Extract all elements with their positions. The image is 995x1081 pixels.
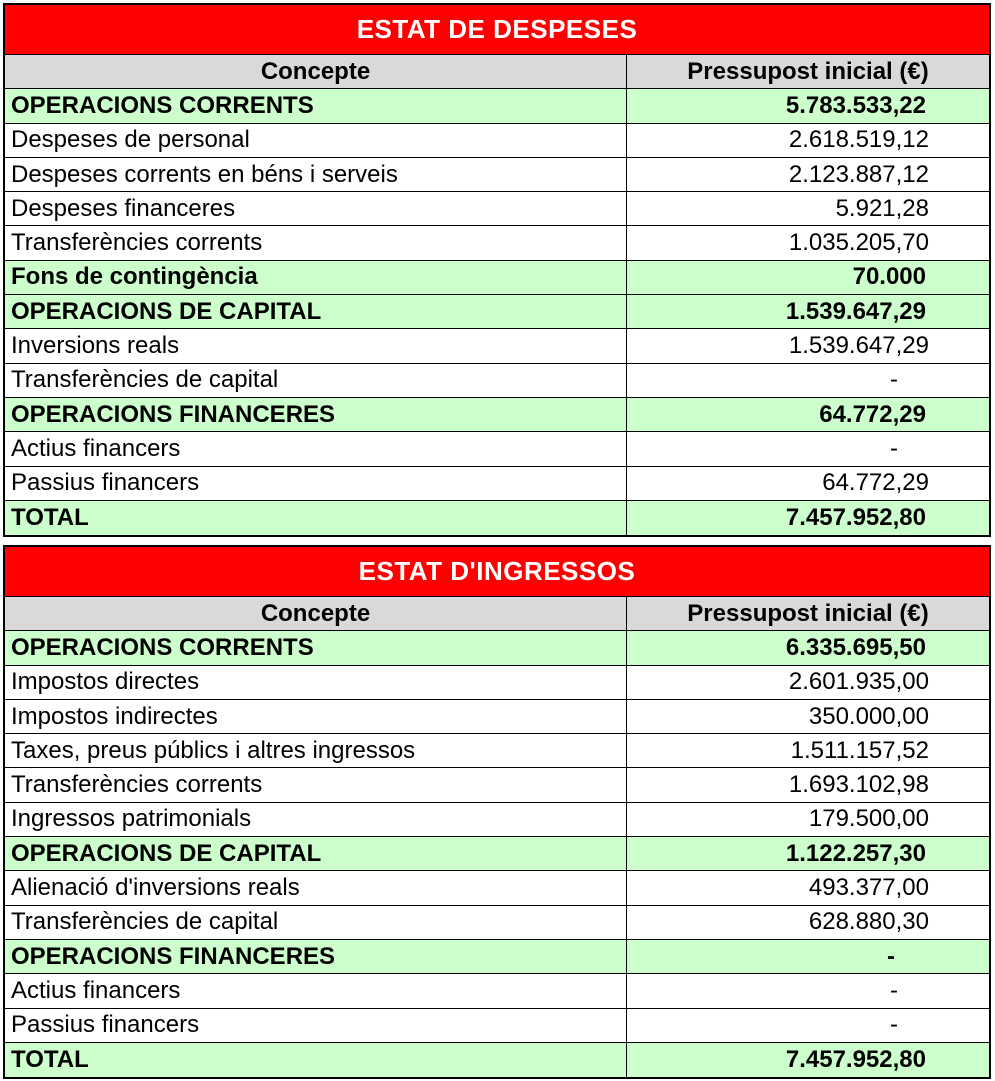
group-row: [5, 398, 989, 432]
budget-cell: 1.511.157,52: [790, 736, 929, 764]
budget-cell: 7.457.952,80: [785, 1046, 926, 1073]
budget-cell: 6.335.695,50: [785, 633, 926, 661]
budget-cell: 628.880,30: [808, 908, 929, 936]
concept-cell: Transferències corrents: [5, 768, 627, 801]
budget-cell: -: [890, 976, 898, 1004]
group-row: [5, 295, 989, 329]
budget-cell: 5.921,28: [835, 194, 929, 222]
concept-cell: Fons de contingència: [5, 261, 627, 294]
budget-cell: 2.601.935,00: [788, 668, 929, 696]
budget-cell: 2.123.887,12: [788, 160, 929, 188]
concept-cell: Transferències corrents: [5, 226, 627, 259]
concept-cell: Transferències de capital: [5, 906, 627, 939]
budget-cell: 5.783.533,22: [785, 91, 926, 119]
concept-cell: Despeses financeres: [5, 192, 627, 225]
group-row: [5, 837, 989, 871]
table-row: [5, 124, 989, 158]
concept-cell: TOTAL: [5, 1043, 627, 1077]
concept-cell: OPERACIONS FINANCERES: [5, 940, 627, 973]
table-row: [5, 192, 989, 226]
concept-cell: Actius financers: [5, 974, 627, 1007]
concept-cell: Transferències de capital: [5, 364, 627, 397]
concept-cell: Despeses corrents en béns i serveis: [5, 158, 627, 191]
budget-cell: 1.035.205,70: [788, 229, 929, 257]
income-header-row: [5, 597, 989, 631]
income-table: [3, 545, 991, 1079]
budget-cell: -: [887, 942, 895, 970]
concept-cell: OPERACIONS DE CAPITAL: [5, 837, 627, 870]
budget-column-header: Pressupost inicial (€): [687, 599, 929, 627]
table-row: [5, 226, 989, 260]
table-row: [5, 467, 989, 501]
budget-cell: 1.122.257,30: [785, 839, 926, 867]
table-row: [5, 803, 989, 837]
concept-cell: Passius financers: [5, 1009, 627, 1042]
table-row: [5, 158, 989, 192]
concept-column-header: Concepte: [5, 55, 627, 88]
expenses-title: ESTAT DE DESPESES: [5, 5, 989, 55]
concept-cell: OPERACIONS CORRENTS: [5, 89, 627, 122]
table-row: [5, 871, 989, 905]
table-row: [5, 666, 989, 700]
concept-cell: Despeses de personal: [5, 124, 627, 157]
budget-cell: 2.618.519,12: [788, 126, 929, 154]
budget-cell: 179.500,00: [808, 805, 929, 833]
concept-cell: Passius financers: [5, 467, 627, 500]
total-row: [5, 1043, 989, 1077]
concept-cell: OPERACIONS DE CAPITAL: [5, 295, 627, 328]
table-row: [5, 906, 989, 940]
table-row: [5, 432, 989, 466]
budget-cell: -: [890, 366, 898, 394]
concept-cell: TOTAL: [5, 501, 627, 535]
budget-cell: 64.772,29: [819, 400, 926, 428]
budget-cell: 1.693.102,98: [788, 771, 929, 799]
concept-cell: Inversions reals: [5, 329, 627, 362]
concept-cell: Impostos indirectes: [5, 700, 627, 733]
budget-cell: 1.539.647,29: [785, 297, 926, 325]
concept-cell: Ingressos patrimonials: [5, 803, 627, 836]
table-row: [5, 1009, 989, 1043]
budget-cell: 7.457.952,80: [785, 504, 926, 531]
concept-cell: OPERACIONS FINANCERES: [5, 398, 627, 431]
budget-cell: 350.000,00: [808, 702, 929, 730]
concept-cell: Actius financers: [5, 432, 627, 465]
table-row: [5, 974, 989, 1008]
table-row: [5, 329, 989, 363]
budget-cell: 64.772,29: [822, 469, 929, 497]
expenses-table: [3, 3, 991, 537]
group-row: [5, 631, 989, 665]
income-title: ESTAT D'INGRESSOS: [5, 547, 989, 597]
concept-cell: Impostos directes: [5, 666, 627, 699]
concept-cell: Alienació d'inversions reals: [5, 871, 627, 904]
budget-cell: -: [890, 434, 898, 462]
group-row: [5, 940, 989, 974]
total-row: [5, 501, 989, 535]
budget-cell: -: [890, 1011, 898, 1039]
budget-column-header: Pressupost inicial (€): [687, 57, 929, 85]
table-row: [5, 768, 989, 802]
expenses-header-row: [5, 55, 989, 89]
concept-cell: OPERACIONS CORRENTS: [5, 631, 627, 664]
concept-column-header: Concepte: [5, 597, 627, 630]
budget-cell: 70.000: [852, 263, 926, 291]
table-row: [5, 700, 989, 734]
budget-cell: 493.377,00: [808, 874, 929, 902]
table-row: [5, 734, 989, 768]
concept-cell: Taxes, preus públics i altres ingressos: [5, 734, 627, 767]
table-row: [5, 364, 989, 398]
group-row: [5, 261, 989, 295]
budget-cell: 1.539.647,29: [788, 332, 929, 360]
group-row: [5, 89, 989, 123]
